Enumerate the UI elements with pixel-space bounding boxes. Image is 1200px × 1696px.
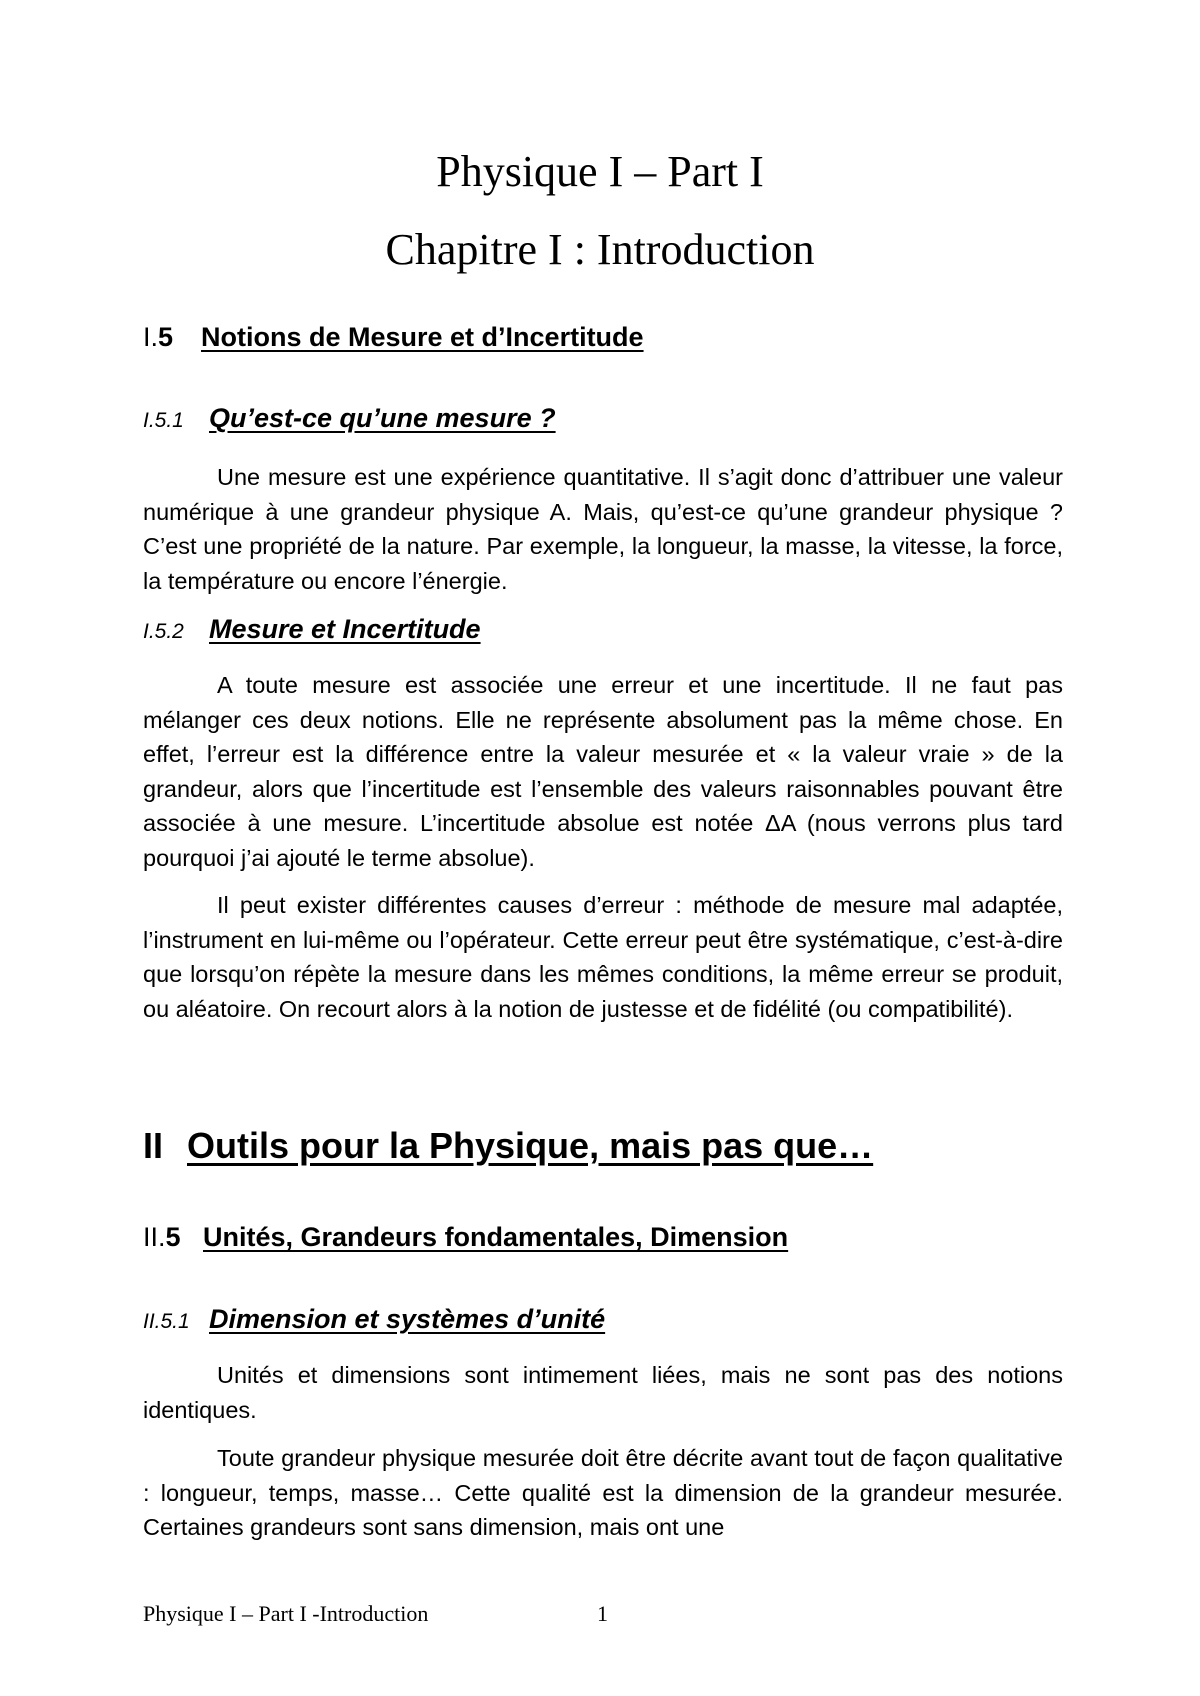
paragraph-dimension-1: Unités et dimensions sont intimement liées, mais ne sont pas des notions identiques. xyxy=(143,1362,1063,1423)
section-title: Unités, Grandeurs fondamentales, Dimension xyxy=(203,1222,789,1252)
subsection-heading-1-5-2 xyxy=(143,612,481,649)
paragraph-dimension-2: Toute grandeur physique mesurée doit être décrite avant tout de façon qualitative : longueur, temps, masse… Cette qualité est la dimension de la grandeur mesurée. Certaines grandeurs sont sans dimension, mais ont une xyxy=(143,1445,1063,1540)
document-title: Physique I – Part I xyxy=(436,147,764,196)
chapter-number: II xyxy=(143,1125,164,1166)
page-footer: Physique I – Part I -Introduction xyxy=(143,1601,429,1626)
subsection-number: II.5.1 xyxy=(143,1310,190,1333)
subsection-heading-1-5-1 xyxy=(143,401,556,438)
chapter-heading-2 xyxy=(143,1124,873,1168)
subsection-number: I.5.1 xyxy=(143,409,184,432)
subsection-number: I.5.2 xyxy=(143,620,184,643)
page-number: 1 xyxy=(597,1601,608,1626)
section-number-prefix: I. xyxy=(143,322,159,352)
section-number-prefix: II. xyxy=(143,1222,166,1252)
chapter-heading-title: Outils pour la Physique, mais pas que… xyxy=(187,1125,874,1166)
subsection-title: Dimension et systèmes d’unité xyxy=(209,1304,606,1334)
chapter-title: Chapitre I : Introduction xyxy=(385,225,815,274)
subsection-heading-2-5-1 xyxy=(143,1302,605,1339)
section-heading-1-5 xyxy=(143,320,644,354)
section-heading-2-5 xyxy=(143,1220,788,1254)
section-number-bold: 5 xyxy=(165,1222,181,1252)
section-number xyxy=(143,1220,203,1254)
paragraph-mesure: Une mesure est une expérience quantitative. Il s’agit donc d’attribuer une valeur numérique à une grandeur physique A. Mais, qu’est-ce qu’une grandeur physique ? C’est une propriété de la nature. Par exemple, la longueur, la masse, la vitesse, la force, la température ou encore l’énergie. xyxy=(143,464,1063,594)
paragraph-incertitude-1: A toute mesure est associée une erreur et une incertitude. Il ne faut pas mélanger ces deux notions. Elle ne représente absolument pas la même chose. En effet, l’erreur est la différence entre la valeur mesurée et « la valeur vraie » de la grandeur, alors que l’incertitude est l’ensemble des valeurs raisonnables pouvant être associée à une mesure. L’incertitude absolue est notée ΔA (nous verrons plus tard pourquoi j’ai ajouté le terme absolue). xyxy=(143,672,1063,871)
section-number xyxy=(143,320,201,354)
section-number-bold: 5 xyxy=(158,322,174,352)
subsection-title: Qu’est-ce qu’une mesure ? xyxy=(209,403,556,433)
paragraph-incertitude-2: Il peut exister différentes causes d’erreur : méthode de mesure mal adaptée, l’instrument en lui-même ou l’opérateur. Cette erreur peut être systématique, c’est-à-dire que lorsqu’on répète la mesure dans les mêmes conditions, la même erreur se produit, ou aléatoire. On recourt alors à la notion de justesse et de fidélité (ou compatibilité). xyxy=(143,892,1063,1022)
section-title: Notions de Mesure et d’Incertitude xyxy=(201,322,644,352)
subsection-title: Mesure et Incertitude xyxy=(209,614,481,644)
